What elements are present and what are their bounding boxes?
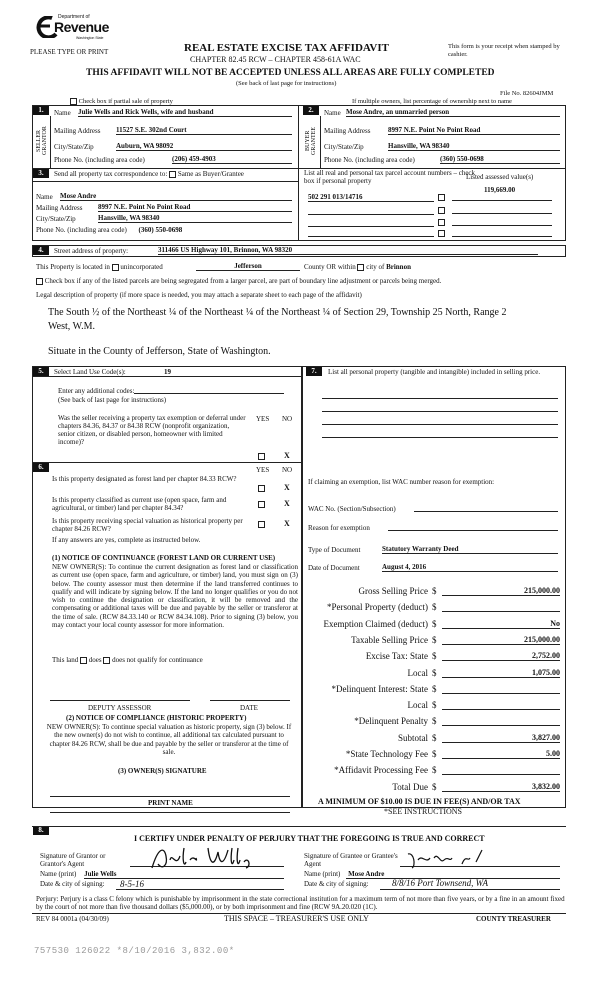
section-8-number: 8. [33, 826, 49, 835]
fee-row [306, 619, 560, 633]
s6-q1: Is this property designated as forest land per chapter 84.33 RCW? [52, 475, 237, 483]
fee-currency: $ [432, 700, 437, 711]
fee-amount: 3,827.00 [442, 733, 560, 743]
fee-label: Taxable Selling Price [351, 634, 428, 645]
fee-row [306, 635, 560, 649]
grantor-date-line [116, 889, 284, 890]
s6-q3-no-mark: X [284, 519, 290, 528]
grantee-name-row [304, 870, 384, 878]
buyer-name-label: Name [324, 109, 341, 117]
deputy-date-line [210, 700, 290, 701]
form-chapters: CHAPTER 82.45 RCW – CHAPTER 458-61A WAC [190, 55, 361, 64]
legal-line-1: The South ½ of the Northeast ¼ of the Northeast ¼ of the Northeast ¼ of Section 29, Township 25 North, Range 2 [48, 307, 507, 318]
pp-line-3 [322, 424, 558, 425]
segregated-row [36, 277, 441, 285]
grantee-date: 8/8/16 Port Townsend, WA [392, 878, 489, 888]
notice1-title: (1) NOTICE OF CONTINUANCE (FOREST LAND OR CURRENT USE) [52, 554, 276, 562]
treasurer-space: THIS SPACE – TREASURER'S USE ONLY [224, 914, 369, 923]
assessed-line-3 [452, 225, 552, 226]
deputy-label: DEPUTY ASSESSOR [88, 704, 152, 712]
located-text: This Property is located in [36, 263, 110, 271]
correspondence-heading-text: Send all property tax correspondence to: [54, 170, 168, 178]
please-type: PLEASE TYPE OR PRINT [30, 48, 109, 56]
fee-row [306, 651, 560, 665]
fee-currency: $ [432, 618, 437, 629]
situate-line: Situate in the County of Jefferson, State of Washington. [48, 346, 271, 357]
county-treasurer: COUNTY TREASURER [476, 915, 551, 923]
corr-phone: (360) 550-0698 [138, 226, 183, 234]
grantor-name-label: Name (print) [40, 870, 77, 878]
seller-city: Auburn, WA 98092 [116, 142, 292, 151]
s5-yes-header: YES [256, 415, 270, 423]
treasurer-stamp: 757530 126022 *8/10/2016 3,832.00* [34, 946, 235, 956]
street-label: Street address of property: [54, 247, 129, 255]
section-3-number: 3. [33, 169, 49, 178]
fee-label: Gross Selling Price [358, 586, 428, 596]
section-1-number: 1. [33, 106, 49, 115]
seller-mailing-label: Mailing Address [54, 127, 101, 135]
fee-amount: 2,752.00 [442, 651, 560, 661]
section-5-number: 5. [33, 367, 49, 376]
assessed-line-1 [452, 200, 552, 201]
rev-number: REV 84 0001a (04/30/09) [36, 915, 109, 923]
fee-amount: 5.00 [442, 749, 560, 759]
fee-label: Total Due [392, 781, 428, 792]
doc-date: August 4, 2016 [382, 563, 558, 572]
fee-row [306, 782, 560, 796]
corr-city-label: City/State/Zip [36, 215, 76, 223]
assessed-value: 119,669.00 [484, 186, 516, 194]
grantor-date-label: Date & city of signing: [40, 880, 105, 888]
land-use-label: Select Land Use Code(s): [54, 368, 126, 376]
perjury-note: Perjury: Perjury is a class C felony which is punishable by imprisonment in the state correctional institution for a maximum term of not more than five years, or by a fine in an amount fixed by the court of not more than five thousand dollars ($5,000.00), or by both imprisonment and fine (RCW 9A.20.020 (1C). [36, 895, 565, 911]
fee-amount [442, 700, 560, 710]
fee-currency: $ [432, 749, 437, 759]
fee-row [306, 716, 560, 730]
fee-amount [442, 684, 560, 694]
parcel-line-2 [308, 214, 434, 215]
fee-row [306, 700, 560, 714]
assessed-line-2 [452, 213, 552, 214]
owner-signature-label: (3) OWNER(S) SIGNATURE [118, 767, 207, 775]
fee-label: *Personal Property (deduct) [327, 602, 428, 613]
street-address: 311466 US Highway 101, Brinnon, WA 98320 [158, 246, 538, 255]
unincorporated-checkbox[interactable] [112, 264, 119, 271]
parcel-checkbox-3[interactable] [438, 218, 445, 226]
parcel-line-3 [308, 226, 434, 227]
seller-phone-label: Phone No. (including area code) [54, 156, 145, 164]
fee-label: Exemption Claimed (deduct) [323, 618, 428, 629]
s5-yes-checkbox[interactable] [258, 452, 265, 460]
does-checkbox[interactable] [80, 657, 87, 664]
pp-line-4 [322, 437, 558, 438]
fee-currency: $ [432, 586, 437, 596]
same-as-buyer-checkbox[interactable] [169, 171, 176, 178]
multiple-owners-note: If multiple owners, list percentage of ownership next to name [352, 98, 512, 105]
notice2-body: NEW OWNER(S): To continue special valuation as historic property, sign (3) below. If the new owner(s) do not wish to continue, all additional tax calculated pursuant to chapter 84.26 RCW, shall be due and payable by the seller or transferor at the time of sale. [46, 723, 292, 756]
deputy-date-label: DATE [240, 704, 258, 712]
grantee-signature [404, 846, 514, 870]
parcel-checkbox-2[interactable] [438, 206, 445, 214]
exemption-question: Was the seller receiving a property tax exemption or deferral under chapters 84.36, 84.37 or 84.38 RCW (nonprofit organization, senior citizen, or disabled person, homeowner with limited income)? [58, 414, 246, 446]
fee-amount: 215,000.00 [442, 586, 560, 596]
legal-label: Legal description of property (if more space is needed, you may attach a separate sheet to each page of the affidavit) [36, 291, 362, 299]
grantor-name-row [40, 870, 116, 878]
parcel-number: 502 291 013/14716 [308, 193, 434, 202]
fee-row [306, 733, 560, 747]
pp-line-1 [322, 398, 558, 399]
owner-signature-line [50, 796, 290, 797]
s6-q3-yes-checkbox[interactable] [258, 520, 265, 528]
fee-currency: $ [432, 683, 437, 694]
seller-side-label: SELLER GRANTOR [36, 126, 48, 156]
personal-property-heading: List all personal property (tangible and intangible) included in selling price. [328, 368, 541, 376]
fee-label: *Delinquent Interest: State [331, 683, 428, 694]
fee-amount: 1,075.00 [442, 668, 560, 678]
seller-name-label: Name [54, 109, 71, 117]
fee-amount: No [442, 619, 560, 629]
section-8-rule [32, 826, 566, 827]
corr-name-label: Name [36, 193, 53, 201]
grantee-date-label: Date & city of signing: [304, 880, 369, 888]
fee-amount: 215,000.00 [442, 635, 560, 645]
land-use-see-back: (See back of last page for instructions) [58, 396, 167, 404]
fee-currency: $ [432, 602, 437, 613]
seller-city-label: City/State/Zip [54, 143, 94, 151]
within-city-checkbox[interactable] [357, 264, 364, 271]
parcel-line-4 [308, 236, 434, 237]
logo [34, 14, 114, 42]
fee-currency: $ [432, 716, 437, 727]
parcels-heading: List all real and personal tax parcel account numbers – check box if personal property [304, 169, 476, 185]
s6-q1-no-mark: X [284, 483, 290, 492]
fee-row [306, 602, 560, 616]
grantee-sig-label: Signature of Grantee or Grantee's Agent [304, 852, 398, 868]
grantor-name-line [84, 878, 284, 879]
fee-label: *State Technology Fee [345, 749, 428, 759]
grantee-name-label: Name (print) [304, 870, 341, 878]
notice1-body: NEW OWNER(S): To continue the current designation as forest land or classification as current use (open space, farm and agriculture, or timber) land, you must sign on (3) below. The county assessor must then determine if the land transferred continues to qualify and will indicate by signing below. If the land no longer qualifies or you do not wish to continue the designation or classification, it will be removed and the compensating or additional taxes will be due and payable by the seller or transferor at the time of sale. (RCW 84.33.140 or RCW 84.34.108). Prior to signing (3) below, you may contact your local county assessor for more information. [52, 563, 298, 630]
file-number: File No. 82604JMM [500, 90, 554, 97]
fee-label: *Delinquent Penalty [354, 716, 428, 727]
county-or-label: County OR within [304, 263, 356, 271]
fee-label: Subtotal [397, 732, 428, 743]
print-name-line [50, 812, 290, 813]
s6-q3: Is this property receiving special valuation as historical property per chapter 84.26 RCW? [52, 517, 243, 533]
fee-amount [442, 602, 560, 612]
instructions-note: (See back of last page for instructions) [236, 80, 337, 87]
logo-state: Washington State [76, 36, 104, 40]
legal-line-2: West, W.M. [48, 321, 95, 332]
buyer-phone-label: Phone No. (including area code) [324, 156, 415, 164]
fee-currency: $ [432, 667, 437, 678]
print-name-label: PRINT NAME [148, 799, 193, 807]
segregated-checkbox[interactable] [36, 278, 43, 285]
partial-sale-label: Check box if partial sale of property [78, 98, 173, 105]
unincorporated-label: unincorporated [120, 263, 163, 271]
same-as-buyer-label: Same as Buyer/Grantee [177, 170, 244, 178]
fee-amount [442, 716, 560, 726]
this-land-label: This land [52, 656, 79, 664]
exemption-label: If claiming an exemption, list WAC number reason for exemption: [308, 478, 495, 486]
fee-currency: $ [432, 781, 437, 792]
city-of-label: city of [366, 263, 385, 271]
fee-currency: $ [432, 732, 437, 743]
s6-q2-no-mark: X [284, 499, 290, 508]
buyer-name: Mose Andre, an unmarried person [346, 108, 560, 117]
does-label: does [88, 656, 102, 664]
see-instructions: *SEE INSTRUCTIONS [384, 807, 463, 816]
county-name: Jefferson [196, 262, 300, 271]
additional-codes-label: Enter any additional codes: [58, 387, 135, 395]
s6-no-header: NO [282, 466, 293, 474]
notice2-title: (2) NOTICE OF COMPLIANCE (HISTORIC PROPERTY) [66, 714, 247, 722]
assessed-heading: Listed assessed value(s) [466, 173, 534, 181]
corr-city: Hansville, WA 98340 [98, 214, 292, 223]
grantee-name: Mose Andre [348, 870, 385, 878]
s6-q1-yes-checkbox[interactable] [258, 484, 265, 492]
parcel-checkbox-1[interactable] [438, 193, 445, 201]
corr-phone-label [36, 226, 182, 234]
buyer-mailing: 8997 N.E. Point No Point Road [388, 126, 560, 135]
does-not-checkbox[interactable] [103, 657, 110, 664]
fee-row [306, 668, 560, 682]
warning: THIS AFFIDAVIT WILL NOT BE ACCEPTED UNLESS ALL AREAS ARE FULLY COMPLETED [86, 68, 495, 78]
fee-currency: $ [432, 651, 437, 662]
reason-line [388, 530, 558, 531]
fee-label: Local [407, 700, 428, 711]
wac-label: WAC No. (Section/Subsection) [308, 505, 396, 513]
section-4-number: 4. [33, 246, 49, 255]
seller-phone: (206) 459-4903 [172, 155, 292, 164]
land-use-code: 19 [164, 368, 171, 376]
section-7-number: 7. [306, 367, 322, 376]
deputy-line [50, 700, 190, 701]
city-row [304, 263, 411, 271]
fee-label: Excise Tax: State [365, 651, 428, 662]
partial-sale-checkbox[interactable] [70, 98, 77, 105]
corr-mailing: 8997 N.E. Point No Point Road [98, 203, 292, 212]
s5-no-header: NO [282, 415, 293, 423]
correspondence-heading [54, 170, 244, 178]
fee-currency: $ [432, 634, 437, 645]
partial-sale-checkbox-row[interactable] [70, 98, 173, 105]
continuance-row [52, 656, 203, 664]
buyer-side-label: BUYER GRANTEE [305, 127, 317, 155]
wac-line [414, 511, 558, 512]
fee-row [306, 765, 560, 779]
seller-mailing: 11527 S.E. 302nd Court [116, 126, 292, 135]
corr-name: Mose Andre [60, 192, 292, 201]
fee-amount: 3,832.00 [442, 782, 560, 792]
minimum-note: A MINIMUM OF $10.00 IS DUE IN FEE(S) AND/OR TAX [318, 797, 521, 806]
located-row [36, 263, 163, 271]
grantee-date-line [380, 889, 560, 890]
buyer-mailing-label: Mailing Address [324, 127, 371, 135]
buyer-phone: (360) 550-0698 [440, 155, 560, 164]
reason-label: Reason for exemption [308, 524, 370, 532]
segregated-label: Check box if any of the listed parcels are being segregated from a larger parcel, are part of boundary line adjustment or parcels being merged. [44, 277, 442, 285]
s6-yes-header: YES [256, 466, 270, 474]
seller-name: Julie Wells and Rick Wells, wife and husband [78, 108, 292, 117]
fee-row [306, 749, 560, 763]
grantor-date: 8-5-16 [120, 879, 144, 889]
fee-label: *Affidavit Processing Fee [334, 765, 428, 776]
s6-q2: Is this property classified as current use (open space, farm and agricultural, or timber) land per chapter 84.34? [52, 496, 227, 512]
s5-no-mark: X [284, 451, 290, 460]
section-6-number: 6. [33, 463, 49, 472]
grantor-sig-label: Signature of Grantor or Grantor's Agent [40, 852, 106, 868]
grantor-name: Julie Wells [84, 870, 117, 878]
additional-codes-line [134, 393, 284, 394]
receipt-note: This form is your receipt when stamped by cashier. [448, 43, 560, 58]
logo-word: Revenue [54, 19, 109, 35]
fee-label: Local [407, 667, 428, 678]
fee-row [306, 684, 560, 698]
does-not-label: does not qualify for continuance [112, 656, 203, 664]
s6-q2-yes-checkbox[interactable] [258, 500, 265, 508]
buyer-city: Hansville, WA 98340 [388, 142, 560, 151]
fee-currency: $ [432, 765, 437, 776]
form-title: REAL ESTATE EXCISE TAX AFFIDAVIT [184, 42, 389, 54]
grantor-signature [144, 842, 274, 874]
any-yes-note: If any answers are yes, complete as instructed below. [52, 536, 201, 544]
fee-row [306, 586, 560, 600]
certify-statement: I CERTIFY UNDER PENALTY OF PERJURY THAT THE FOREGOING IS TRUE AND CORRECT [134, 834, 485, 843]
doc-type: Statutory Warranty Deed [382, 545, 558, 554]
doc-date-label: Date of Document [308, 564, 360, 572]
corr-mailing-label: Mailing Address [36, 204, 83, 212]
parcel-checkbox-4[interactable] [438, 229, 445, 237]
buyer-city-label: City/State/Zip [324, 143, 364, 151]
corr-phone-label-text: Phone No. (including area code) [36, 226, 127, 234]
section-2-number: 2. [303, 106, 319, 115]
pp-line-2 [322, 411, 558, 412]
fee-amount [442, 765, 560, 775]
assessed-line-4 [452, 236, 552, 237]
doc-type-label: Type of Document [308, 546, 361, 554]
logo-dept: Department of [58, 14, 90, 20]
city-name: Brinnon [386, 263, 411, 271]
